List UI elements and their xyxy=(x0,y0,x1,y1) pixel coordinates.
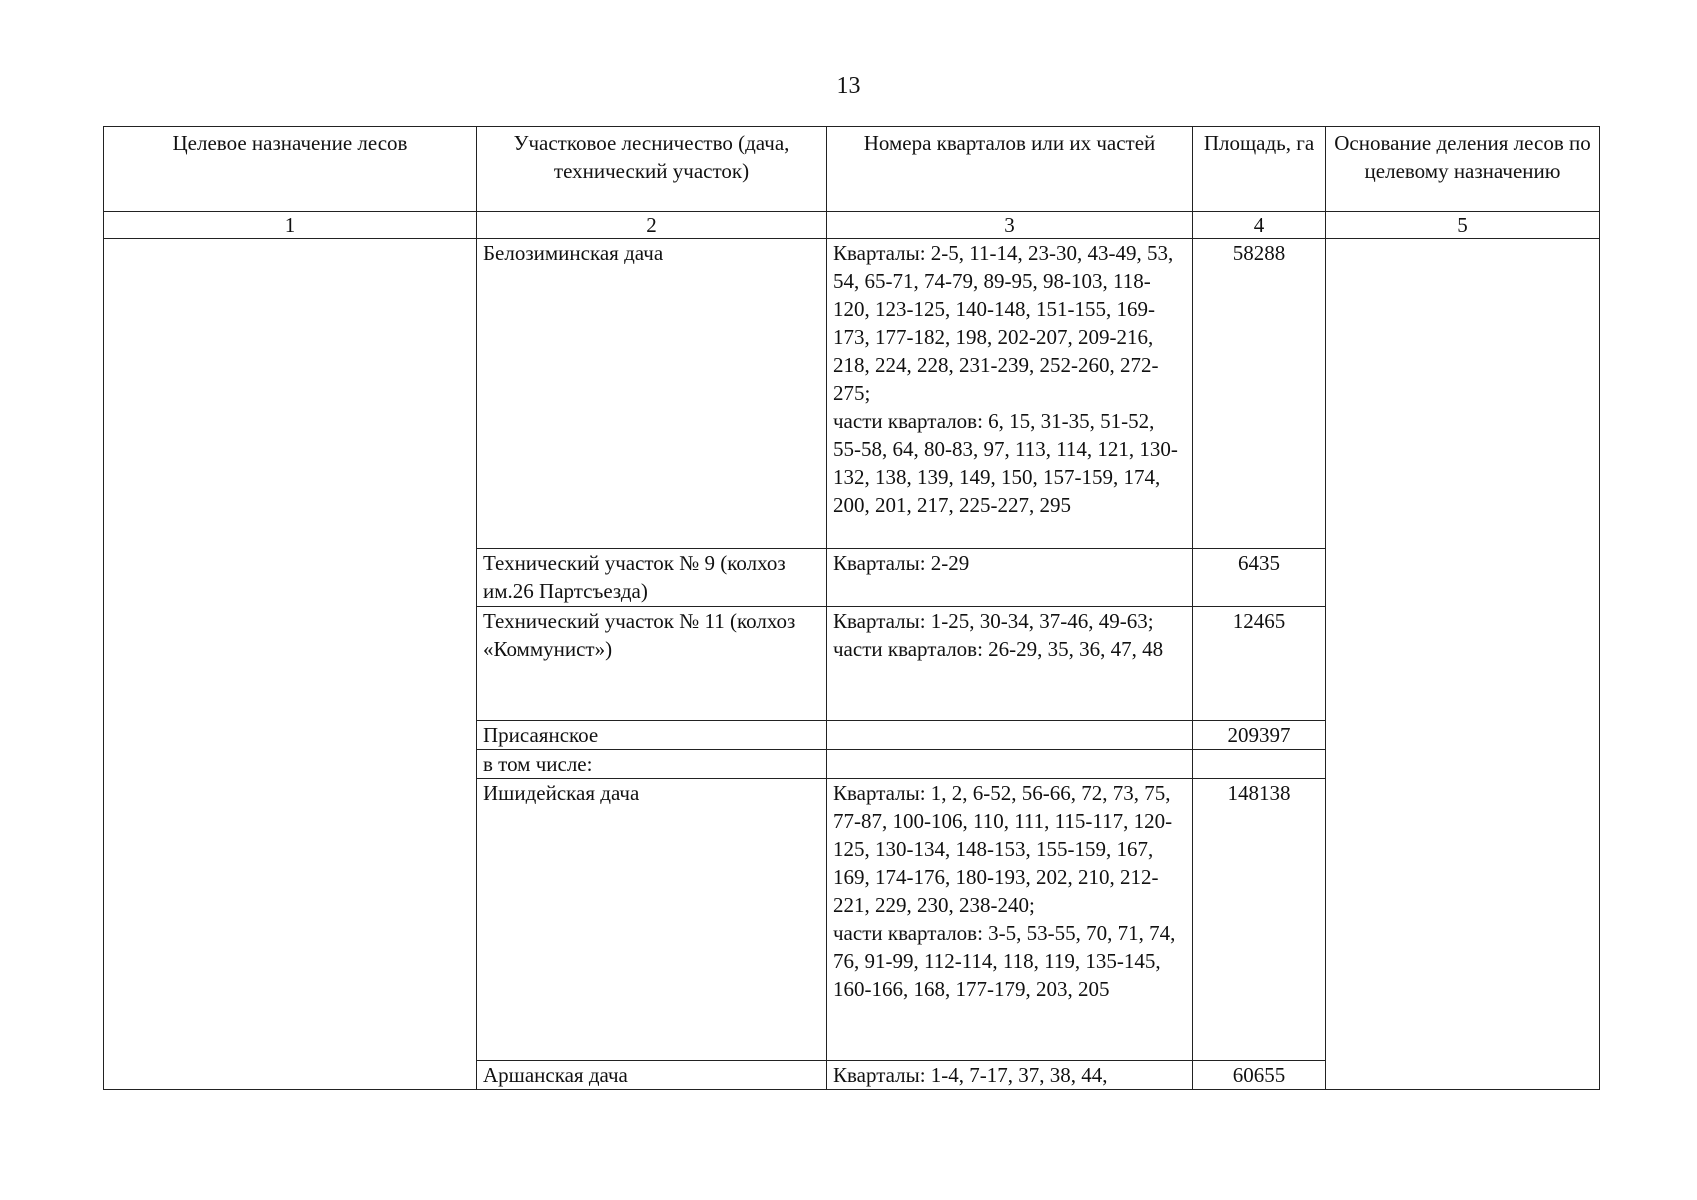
column-number: 4 xyxy=(1193,212,1326,239)
basis-cell xyxy=(1326,239,1600,1090)
quarters-cell xyxy=(827,721,1193,750)
forestry-cell: в том числе: xyxy=(477,750,827,779)
quarters-list: Кварталы: 1-4, 7-17, 37, 38, 44, xyxy=(833,1063,1108,1087)
quarter-parts-list: части кварталов: 3-5, 53-55, 70, 71, 74, 76, 91-99, 112-114, 118, 119, 135-145, 160-166, 168, 177-179, 203, 205 xyxy=(833,921,1176,1001)
forestry-cell: Белозиминская дача xyxy=(477,239,827,549)
page-number: 13 xyxy=(836,73,861,99)
table-row xyxy=(104,239,1600,549)
column-number: 5 xyxy=(1326,212,1600,239)
quarters-cell xyxy=(827,779,1193,1061)
quarters-cell xyxy=(827,549,1193,607)
area-cell: 58288 xyxy=(1193,239,1326,549)
quarters-list: Кварталы: 2-29 xyxy=(833,551,970,575)
purpose-cell xyxy=(104,239,477,1090)
forestry-cell: Технический участок № 9 (колхоз им.26 Партсъезда) xyxy=(477,549,827,607)
column-number: 3 xyxy=(827,212,1193,239)
quarters-cell xyxy=(827,239,1193,549)
forestry-cell: Присаянское xyxy=(477,721,827,750)
area-cell xyxy=(1193,750,1326,779)
forestry-cell: Ишидейская дача xyxy=(477,779,827,1061)
header-row xyxy=(104,127,1600,212)
quarters-list: Кварталы: 2-5, 11-14, 23-30, 43-49, 53, 54, 65-71, 74-79, 89-95, 98-103, 118-120, 123-125, 140-148, 151-155, 169-173, 177-182, 198, 202-207, 209-216, 218, 224, 228, 231-239, 252-260, 272-275; xyxy=(833,241,1174,405)
column-number: 1 xyxy=(104,212,477,239)
quarter-parts-list: части кварталов: 26-29, 35, 36, 47, 48 xyxy=(833,637,1164,661)
header-area: Площадь, га xyxy=(1193,127,1326,212)
header-basis: Основание деления лесов по целевому назначению xyxy=(1326,127,1600,212)
area-cell: 12465 xyxy=(1193,607,1326,721)
column-number-row xyxy=(104,212,1600,239)
forestry-cell: Аршанская дача xyxy=(477,1061,827,1090)
header-quarters: Номера кварталов или их частей xyxy=(827,127,1193,212)
column-number: 2 xyxy=(477,212,827,239)
quarters-list: Кварталы: 1-25, 30-34, 37-46, 49-63; xyxy=(833,609,1154,633)
area-cell: 6435 xyxy=(1193,549,1326,607)
header-forestry: Участковое лесничество (дача, технический участок) xyxy=(477,127,827,212)
area-cell: 60655 xyxy=(1193,1061,1326,1090)
quarters-list: Кварталы: 1, 2, 6-52, 56-66, 72, 73, 75, 77-87, 100-106, 110, 111, 115-117, 120-125, 130-134, 148-153, 155-159, 167, 169, 174-176, 180-193, 202, 210, 212-221, 229, 230, 238-240; xyxy=(833,781,1173,917)
area-cell: 209397 xyxy=(1193,721,1326,750)
forestry-cell: Технический участок № 11 (колхоз «Коммунист») xyxy=(477,607,827,721)
forest-table xyxy=(103,126,1600,1090)
area-cell: 148138 xyxy=(1193,779,1326,1061)
quarter-parts-list: части кварталов: 6, 15, 31-35, 51-52, 55-58, 64, 80-83, 97, 113, 114, 121, 130-132, 138, 139, 149, 150, 157-159, 174, 200, 201, 217, 225-227, 295 xyxy=(833,409,1178,517)
quarters-cell xyxy=(827,750,1193,779)
quarters-cell xyxy=(827,607,1193,721)
quarters-cell xyxy=(827,1061,1193,1090)
header-purpose: Целевое назначение лесов xyxy=(104,127,477,212)
